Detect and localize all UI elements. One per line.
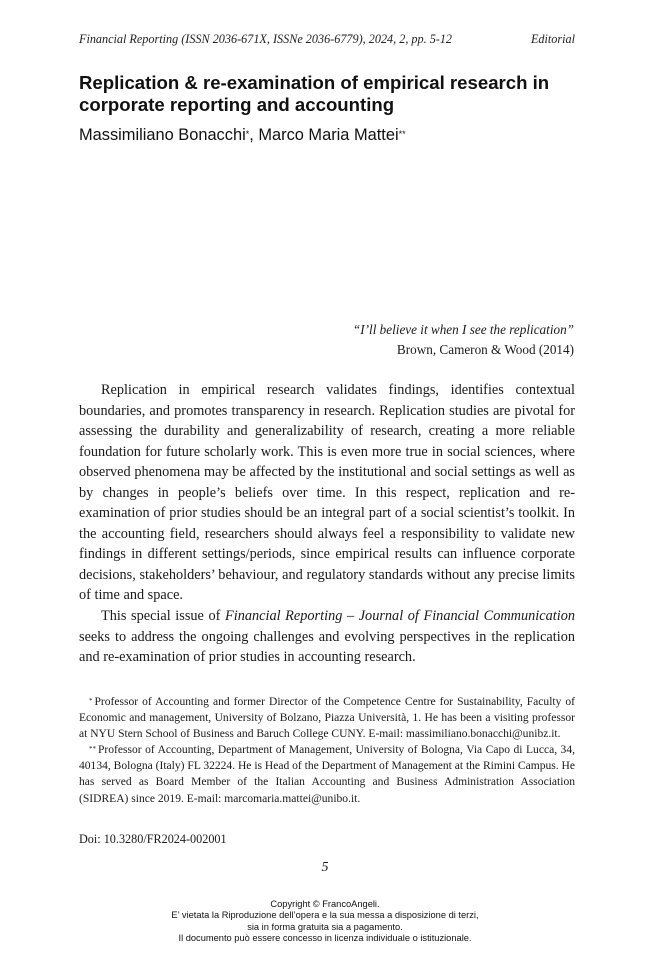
doi: Doi: 10.3280/FR2024-002001: [79, 832, 227, 846]
footnote-marker: **: [398, 129, 406, 139]
copyright-line: Il documento può essere concesso in licenza individuale o istituzionale.: [178, 933, 472, 944]
footnote-marker: *: [89, 697, 93, 705]
epigraph: [214, 320, 574, 360]
article-body: [79, 380, 575, 668]
section-label: Editorial: [530, 32, 575, 46]
author-separator: ,: [249, 126, 259, 144]
epigraph-source: Brown, Cameron & Wood (2014): [396, 342, 574, 357]
copyright-line: E’ vietata la Riproduzione dell’opera e la sua messa a disposizione di terzi,: [171, 910, 479, 921]
body-paragraph: Replication in empirical research validates findings, identifies contextual boundaries, and promotes transparency in research. Replication studies are pivotal for assessing the durability and generalizability of research, creating a more reliable foundation for future scholarly work. This is even more true in social sciences, where observed phenomena may be affected by the institutional and social settings as well as by changes in people’s beliefs over time. In this respect, replication and re-examination of prior studies should be an integral part of a social scientist’s toolkit. In the accounting field, researchers should always feel a responsibility to validate new findings in different settings/periods, since empirical results can influence corporate decisions, stakeholders’ behaviour, and regulatory standards without any precise limits of time and space.: [79, 382, 575, 604]
footnote: [79, 742, 575, 806]
footnote: [79, 694, 575, 742]
body-paragraph: [79, 606, 575, 668]
paragraph-text: seeks to address the ongoing challenges and evolving perspectives in the replication and re-examination of prior studies in accounting research.: [79, 628, 575, 666]
journal-name: Financial Reporting – Journal of Financial Communication: [225, 608, 575, 625]
copyright-line: Copyright © FrancoAngeli.: [270, 899, 380, 909]
footnote-text: Professor of Accounting and former Director of the Competence Centre for Sustainability, Faculty of Economic and management, University of Bolzano, Piazza Università, 1. He has been a visiting professor at NYU Stern School of Business and Baruch College CUNY. E-mail: massimiliano.bonacchi@unibz.it.: [79, 696, 575, 741]
author-name: Marco Maria Mattei: [258, 126, 399, 144]
epigraph-quote: “I’ll believe it when I see the replication”: [352, 322, 574, 337]
copyright-notice: [0, 899, 650, 945]
article-title: Replication & re-examination of empirical research in corporate reporting and accounting: [79, 72, 550, 115]
author-line: [79, 124, 579, 146]
footnote-marker: *: [245, 129, 250, 139]
running-header: [79, 29, 575, 49]
page-number: 5: [321, 860, 329, 875]
paragraph-text: This special issue of: [101, 608, 225, 625]
author-name: Massimiliano Bonacchi: [79, 126, 246, 144]
journal-citation: Financial Reporting (ISSN 2036-671X, ISSNe 2036-6779), 2024, 2, pp. 5-12: [79, 32, 453, 46]
copyright-line: sia in forma gratuita sia a pagamento.: [247, 921, 403, 932]
footnote-text: Professor of Accounting, Department of Management, University of Bologna, Via Capo di Lucca, 34, 40134, Bologna (Italy) FL 32224. He is Head of the Department of Management at the Rimini Campus. He has served as Board Member of the Italian Accounting and Business Administration Association (SIDREA) since 2019. E-mail: marcomaria.mattei@unibo.it.: [79, 744, 575, 805]
footnotes: [79, 694, 575, 807]
footnote-marker: **: [89, 745, 96, 754]
